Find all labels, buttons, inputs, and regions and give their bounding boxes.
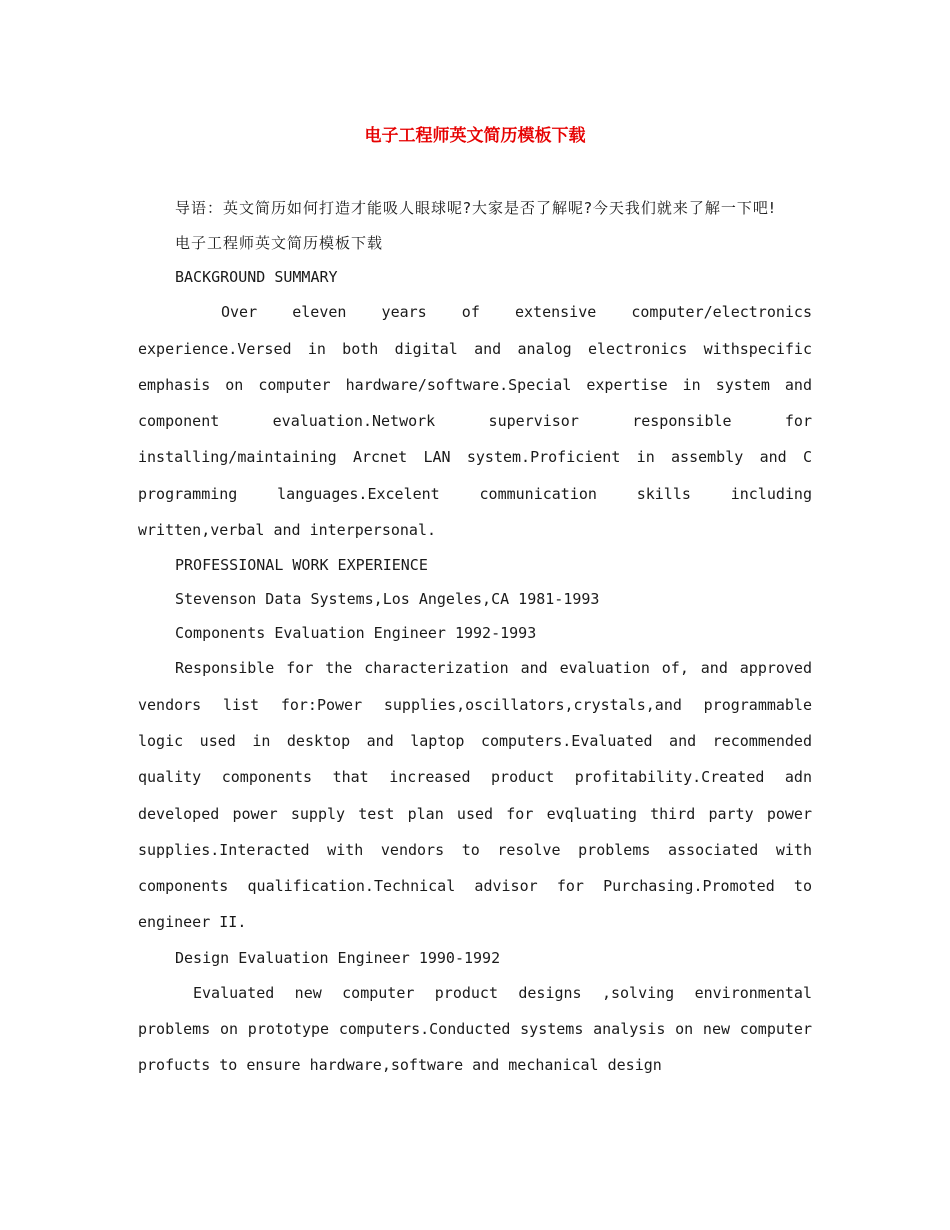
role1-paragraph: Responsible for the characterization and evaluation of, and approved vendors list for:Power supplies,oscillators,crystals,and programmable logic used in desktop and laptop computers.Evaluated and recommended quality components that increased product profitability.Created adn developed power supply test plan used for evqluating third party power supplies.Interacted with vendors to resolve problems associated with components qualification.Technical advisor for Purchasing.Promoted to engineer II. [138,659,812,932]
role1-title: Components Evaluation Engineer 1992-1993 [175,624,537,643]
background-heading: BACKGROUND SUMMARY [175,268,338,287]
experience-heading: PROFESSIONAL WORK EXPERIENCE [175,556,428,575]
subtitle-line: 电子工程师英文简历模板下载 [175,234,384,253]
document-title: 电子工程师英文简历模板下载 [364,126,586,146]
company-line: Stevenson Data Systems,Los Angeles,CA 1981-1993 [175,590,600,609]
document-body [138,190,812,1084]
role2-paragraph: Evaluated new computer product designs ,solving environmental problems on prototype computers.Conducted systems analysis on new computer profucts to ensure hardware,software and mechanical design [138,983,812,1075]
background-paragraph: Over eleven years of extensive computer/electronics experience.Versed in both digital and analog electronics withspecific emphasis on computer hardware/software.Special expertise in system and component evaluation.Network supervisor responsible for installing/maintaining Arcnet LAN system.Proficient in assembly and C programming languages.Excelent communication skills including written,verbal and interpersonal. [138,303,812,540]
intro-paragraph: 导语：英文简历如何打造才能吸人眼球呢?大家是否了解呢?今天我们就来了解一下吧! [175,199,776,217]
role2-title: Design Evaluation Engineer 1990-1992 [175,948,501,967]
